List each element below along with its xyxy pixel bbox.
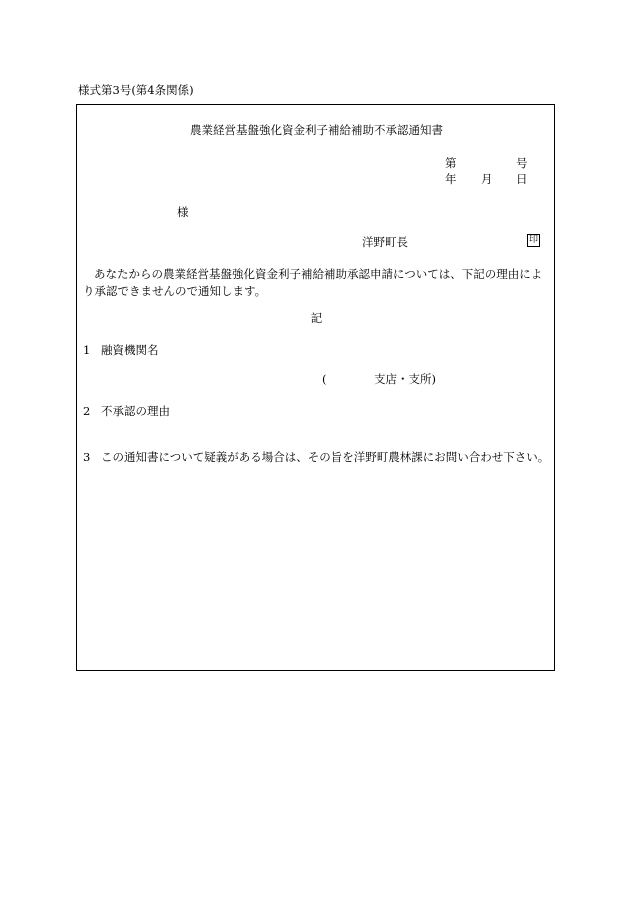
branch-label: 支店・支所)	[374, 372, 436, 386]
item-label-inquiry: この通知書について疑義がある場合は、その旨を洋野町農林課にお問い合わせ下さい。	[101, 450, 550, 464]
item-number: 3	[83, 450, 91, 464]
issuer-name: 洋野町長	[362, 235, 408, 249]
branch-paren-open: (	[322, 372, 327, 386]
date-day: 日	[516, 172, 528, 186]
item-number: 2	[83, 404, 91, 418]
number-suffix: 号	[516, 156, 528, 170]
date-year: 年	[445, 172, 457, 186]
document-title: 農業経営基盤強化資金利子補給補助不承認通知書	[190, 123, 443, 137]
form-number: 様式第3号(第4条関係)	[78, 83, 194, 97]
body-text: あなたからの農業経営基盤強化資金利子補給補助承認申請については、下記の理由により承認できませんので通知します。	[83, 267, 543, 298]
addressee-suffix: 様	[177, 205, 189, 219]
ki-heading: 記	[310, 311, 323, 325]
item-number: 1	[83, 343, 91, 357]
item-label-reason: 不承認の理由	[101, 404, 170, 418]
item-label-lender: 融資機関名	[101, 343, 159, 357]
notice-frame	[76, 104, 555, 671]
seal-mark: 印	[528, 235, 538, 245]
date-month: 月	[481, 172, 493, 186]
number-prefix: 第	[445, 156, 457, 170]
